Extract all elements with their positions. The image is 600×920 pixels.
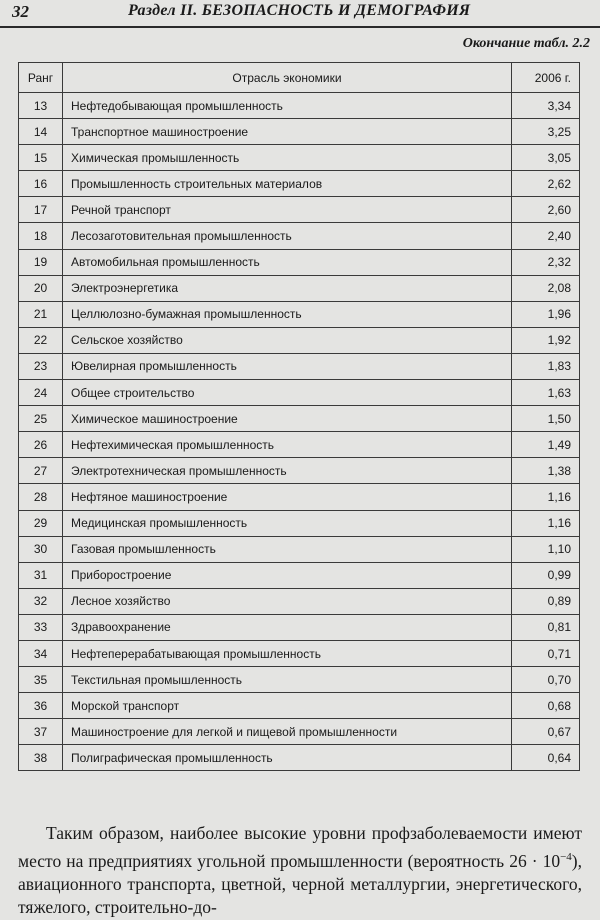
table-row [19,536,580,562]
table-row [19,171,580,197]
value-cell: 0,89 [512,588,580,614]
table-row [19,693,580,719]
sector-cell: Речной транспорт [63,197,512,223]
value-cell: 1,38 [512,458,580,484]
table-caption: Окончание табл. 2.2 [462,36,590,51]
sector-cell: Полиграфическая промышленность [63,745,512,771]
body-text-part1: Таким образом, наиболее высокие уровни профзаболеваемости имеют место на предприятиях угольной промышленности (вероятность 26 · 10 [18,823,582,871]
sector-cell: Химическое машиностроение [63,406,512,432]
rank-cell: 34 [19,640,63,666]
value-cell: 2,60 [512,197,580,223]
value-cell: 2,08 [512,275,580,301]
rank-cell: 19 [19,249,63,275]
table-row [19,301,580,327]
value-cell: 0,81 [512,614,580,640]
sector-cell: Транспортное машиностроение [63,119,512,145]
table-row [19,640,580,666]
table-row [19,458,580,484]
value-cell: 1,63 [512,380,580,406]
value-cell: 1,10 [512,536,580,562]
sector-cell: Электротехническая промышленность [63,458,512,484]
value-cell: 2,32 [512,249,580,275]
value-cell: 1,96 [512,301,580,327]
value-cell: 2,40 [512,223,580,249]
table-row [19,406,580,432]
table-row [19,510,580,536]
table-row [19,719,580,745]
rank-cell: 18 [19,223,63,249]
rank-cell: 36 [19,693,63,719]
sector-cell: Газовая промышленность [63,536,512,562]
rank-cell: 23 [19,353,63,379]
section-title: Раздел II. БЕЗОПАСНОСТЬ И ДЕМОГРАФИЯ [128,2,471,19]
table-row [19,614,580,640]
value-cell: 1,16 [512,510,580,536]
rank-cell: 16 [19,171,63,197]
value-cell: 3,25 [512,119,580,145]
table-row [19,745,580,771]
rank-cell: 14 [19,119,63,145]
rank-cell: 29 [19,510,63,536]
table-row [19,119,580,145]
page-number: 32 [12,2,29,21]
rank-cell: 20 [19,275,63,301]
table-row [19,327,580,353]
rank-cell: 35 [19,667,63,693]
table-row [19,484,580,510]
rank-cell: 13 [19,93,63,119]
data-table [18,62,580,771]
value-cell: 0,64 [512,745,580,771]
sector-cell: Нефтяное машиностроение [63,484,512,510]
table-row [19,667,580,693]
sector-cell: Сельское хозяйство [63,327,512,353]
table-header-row [19,63,580,93]
value-cell: 1,92 [512,327,580,353]
sector-cell: Медицинская промышленность [63,510,512,536]
sector-cell: Целлюлозно-бумажная промышленность [63,301,512,327]
rank-cell: 37 [19,719,63,745]
sector-cell: Нефтехимическая промышленность [63,432,512,458]
table-body [19,93,580,771]
value-cell: 0,99 [512,562,580,588]
sector-cell: Текстильная промышленность [63,667,512,693]
rank-cell: 24 [19,380,63,406]
column-header-rank: Ранг [19,63,63,93]
sector-cell: Приборостроение [63,562,512,588]
sector-cell: Машиностроение для легкой и пищевой промышленности [63,719,512,745]
value-cell: 3,34 [512,93,580,119]
table-row [19,275,580,301]
sector-cell: Общее строительство [63,380,512,406]
table-row [19,380,580,406]
rank-cell: 31 [19,562,63,588]
table-row [19,353,580,379]
value-cell: 0,70 [512,667,580,693]
value-cell: 1,50 [512,406,580,432]
table-row [19,249,580,275]
table-row [19,223,580,249]
running-header [0,0,600,28]
sector-cell: Лесное хозяйство [63,588,512,614]
value-cell: 1,83 [512,353,580,379]
value-cell: 0,71 [512,640,580,666]
value-cell: 0,67 [512,719,580,745]
value-cell: 1,49 [512,432,580,458]
table-row [19,588,580,614]
column-header-year: 2006 г. [512,63,580,93]
value-cell: 2,62 [512,171,580,197]
sector-cell: Электроэнергетика [63,275,512,301]
body-text-exponent: −4 [560,850,572,863]
column-header-sector: Отрасль экономики [63,63,512,93]
rank-cell: 28 [19,484,63,510]
sector-cell: Автомобильная промышленность [63,249,512,275]
rank-cell: 21 [19,301,63,327]
sector-cell: Промышленность строительных материалов [63,171,512,197]
table-row [19,93,580,119]
rank-cell: 25 [19,406,63,432]
sector-cell: Лесозаготовительная промышленность [63,223,512,249]
rank-cell: 26 [19,432,63,458]
sector-cell: Химическая промышленность [63,145,512,171]
table-row [19,562,580,588]
rank-cell: 17 [19,197,63,223]
value-cell: 3,05 [512,145,580,171]
table-row [19,145,580,171]
sector-cell: Здравоохранение [63,614,512,640]
sector-cell: Ювелирная промышленность [63,353,512,379]
body-paragraph [18,822,582,920]
table-row [19,197,580,223]
rank-cell: 38 [19,745,63,771]
value-cell: 0,68 [512,693,580,719]
table-row [19,432,580,458]
body-text-part2: ), авиационного транспорта, цветной, черной металлургии, энергетического, тяжелого, строительно-до- [18,850,582,918]
rank-cell: 27 [19,458,63,484]
sector-cell: Нефтеперерабатывающая промышленность [63,640,512,666]
sector-cell: Нефтедобывающая промышленность [63,93,512,119]
rank-cell: 30 [19,536,63,562]
rank-cell: 32 [19,588,63,614]
rank-cell: 22 [19,327,63,353]
rank-cell: 33 [19,614,63,640]
value-cell: 1,16 [512,484,580,510]
sector-cell: Морской транспорт [63,693,512,719]
rank-cell: 15 [19,145,63,171]
